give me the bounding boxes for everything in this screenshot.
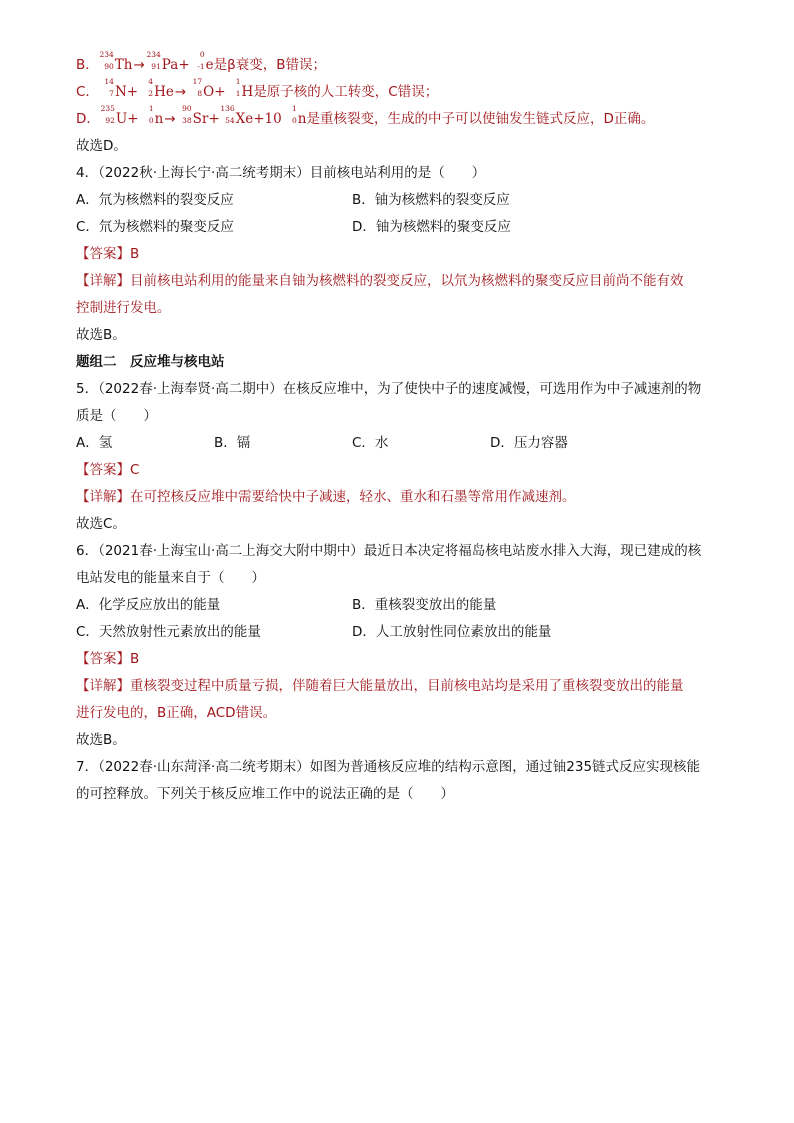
q5-stem-cont: 质是（ ） [76,408,157,424]
nuclide [235,77,254,106]
explanation-text: 是β衰变，B错误； [213,57,327,73]
atomic-number: 1 [235,89,241,98]
nuclide [220,104,254,133]
q7-stem-cont: 的可控释放。下列关于核反应堆工作中的说法正确的是（ ） [76,786,454,802]
q6-conclusion: 故选B。 [76,732,126,748]
q6-options-row1 [76,592,726,619]
q6-option-b: B．重核裂变放出的能量 [352,597,497,613]
q5-option-c: C．水 [352,435,389,451]
mass-number: 90 [182,104,192,113]
q4-conclusion: 故选B。 [76,327,126,343]
nuclear-equation [100,104,307,127]
detail-text: 在可控核反应堆中需要给快中子减速，轻水、重水和石墨等常用作减速剂。 [130,489,576,505]
q4-detail-cont: 控制进行发电。 [76,300,171,316]
mass-number: 234 [99,50,114,59]
q5-stem: 5．（2022春·上海奉贤·高二期中）在核反应堆中，为了使快中子的速度减慢，可选用作为中子减速剂的物 [76,381,702,397]
mass-number: 1 [235,77,241,86]
element-symbol: n [297,111,307,127]
nuclide [148,104,164,133]
detail-label: 【详解】 [76,489,130,505]
atomic-number: 2 [148,89,154,98]
arrow-icon: → [174,84,187,100]
q6-option-c: C．天然放射性元素放出的能量 [76,624,261,640]
element-symbol: Xe [235,111,254,127]
nuclear-equation [99,50,214,73]
mass-number: 17 [192,77,203,86]
option-letter: D． [76,111,100,127]
q4-answer: 【答案】B [76,246,140,262]
q5-option-d: D．压力容器 [490,435,568,451]
q7-stem: 7．（2022春·山东菏泽·高二统考期末）如图为普通核反应堆的结构示意图，通过铀235链式反应实现核能 [76,759,701,775]
operator: + [214,84,226,100]
arrow-icon: → [133,57,145,73]
nuclide [197,50,214,79]
atomic-number: 38 [182,116,192,125]
q4-options-row2 [76,214,726,241]
atomic-number: 0 [291,116,297,125]
element-symbol: He [154,84,174,100]
arrow-icon: → [164,111,176,127]
mass-number: 4 [148,77,154,86]
nuclide [104,77,127,106]
q5-detail [76,484,726,511]
explanation-text: 是原子核的人工转变，C错误； [253,84,439,100]
q6-detail-cont: 进行发电的，B正确，ACD错误。 [76,705,277,721]
nuclide [291,104,307,133]
q3-option-c-explanation [76,79,726,106]
q5-answer: 【答案】C [76,462,140,478]
element-symbol: N [114,84,127,100]
mass-number: 0 [199,50,205,59]
q6-stem-cont: 电站发电的能量来自于（ ） [76,570,265,586]
detail-text: 目前核电站利用的能量来自铀为核燃料的裂变反应，以氘为核燃料的聚变反应目前尚不能有效 [130,273,684,289]
mass-number: 14 [104,77,114,86]
element-symbol: U [115,111,128,127]
q5-option-b: B．镉 [214,435,251,451]
nuclear-equation [99,77,254,100]
mass-number: 136 [220,104,235,113]
q5-conclusion: 故选C。 [76,516,126,532]
mass-number: 1 [291,104,297,113]
q4-option-d: D．铀为核燃料的聚变反应 [352,219,511,235]
document-page [76,52,726,808]
nuclide [146,50,179,79]
element-symbol: Sr [192,111,209,127]
element-symbol: e [205,57,214,73]
q4-stem: 4．（2022秋·上海长宁·高二统考期末）目前核电站利用的是（ ） [76,165,486,181]
nuclide [148,77,174,106]
atomic-number: -1 [197,62,205,71]
q4-detail [76,268,726,295]
option-letter: C． [76,84,99,100]
atomic-number: 91 [151,62,161,71]
q6-stem: 6．（2021春·上海宝山·高二上海交大附中期中）最近日本决定将福岛核电站废水排入大海，现已建成的核 [76,543,702,559]
q5-option-a: A．氢 [76,435,113,451]
q4-option-c: C．氘为核燃料的聚变反应 [76,219,234,235]
mass-number: 234 [146,50,161,59]
q6-option-d: D．人工放射性同位素放出的能量 [352,624,552,640]
operator: +10 [253,111,282,127]
q6-answer: 【答案】B [76,651,140,667]
nuclide [182,104,209,133]
nuclide [192,77,215,106]
q4-options-row1 [76,187,726,214]
q6-options-row2 [76,619,726,646]
element-symbol: H [241,84,254,100]
element-symbol: Th [114,57,133,73]
operator: + [178,57,190,73]
option-letter: B． [76,57,99,73]
q6-option-a: A．化学反应放出的能量 [76,597,221,613]
nuclide [99,50,133,79]
atomic-number: 8 [197,89,203,98]
operator: + [127,111,139,127]
atomic-number: 0 [148,116,154,125]
detail-text: 重核裂变过程中质量亏损，伴随着巨大能量放出，目前核电站均是采用了重核裂变放出的能量 [130,678,684,694]
mass-number: 1 [148,104,154,113]
q4-option-a: A．氘为核燃料的裂变反应 [76,192,234,208]
mass-number: 235 [100,104,115,113]
atomic-number: 7 [109,89,114,98]
q3-option-b-explanation [76,52,726,79]
atomic-number: 92 [105,116,115,125]
element-symbol: O [203,84,215,100]
q3-conclusion: 故选D。 [76,138,127,154]
operator: + [126,84,139,100]
operator: + [208,111,220,127]
q5-options [76,430,726,457]
q4-option-b: B．铀为核燃料的裂变反应 [352,192,510,208]
element-symbol: Pa [161,57,179,73]
atomic-number: 90 [104,62,114,71]
group-title: 题组二 反应堆与核电站 [76,354,225,370]
detail-label: 【详解】 [76,678,130,694]
atomic-number: 54 [225,116,235,125]
detail-label: 【详解】 [76,273,130,289]
q3-option-d-explanation [76,106,726,133]
explanation-text: 是重核裂变，生成的中子可以使铀发生链式反应，D正确。 [306,111,655,127]
element-symbol: n [154,111,164,127]
q6-detail [76,673,726,700]
nuclide [100,104,128,133]
